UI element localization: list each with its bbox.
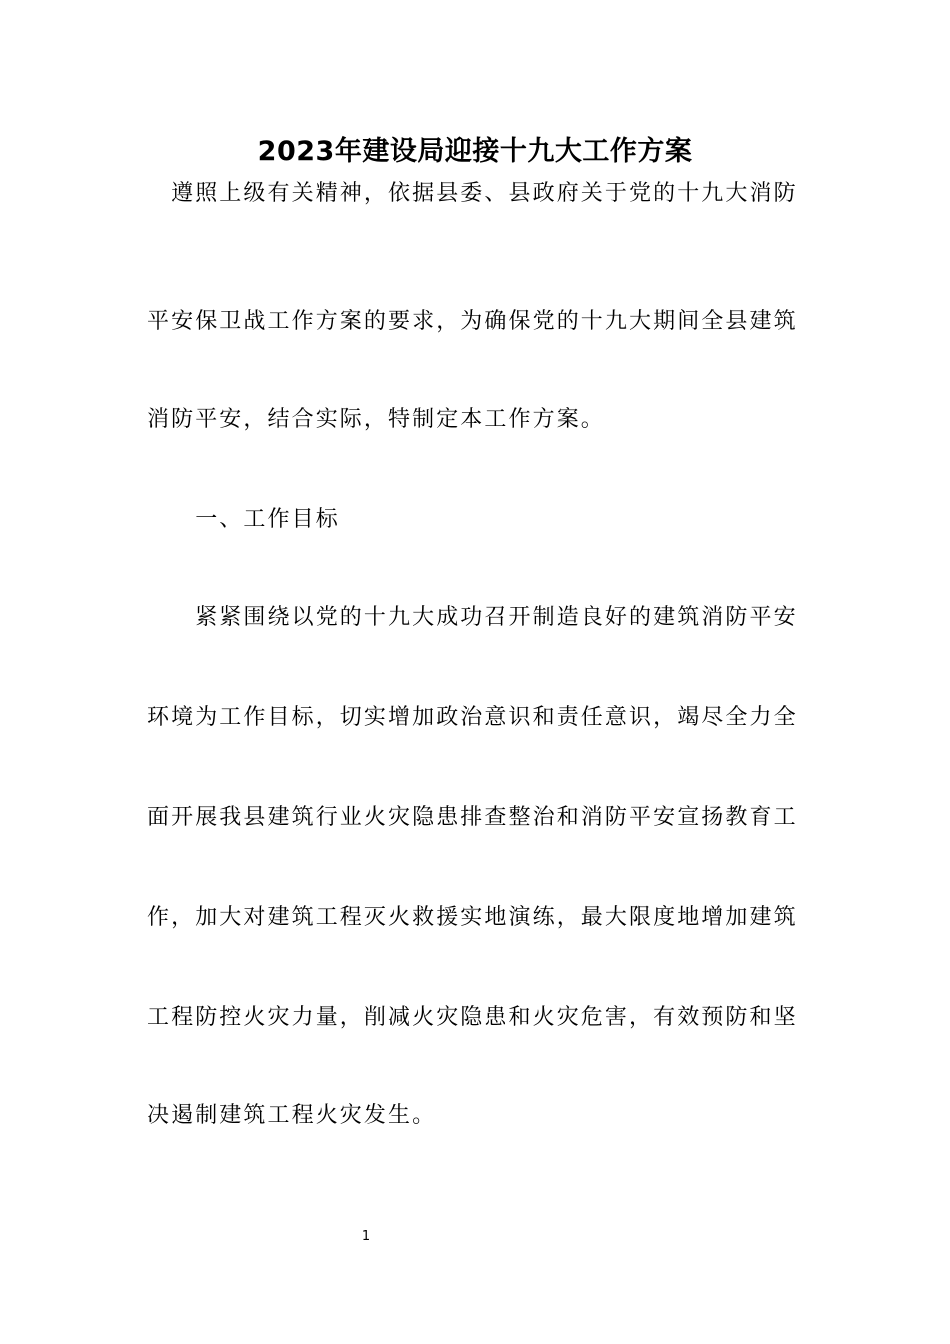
body-line-7: 面开展我县建筑行业火灾隐患排查整治和消防平安宣扬教育工 (147, 805, 798, 830)
body-line-8: 作，加大对建筑工程灭火救援实地演练，最大限度地增加建筑 (147, 905, 798, 930)
body-line-3: 消防平安，结合实际，特制定本工作方案。 (147, 407, 605, 432)
body-line-1: 遵照上级有关精神，依据县委、县政府关于党的十九大消防 (147, 181, 798, 206)
page-number: 1 (361, 1229, 371, 1244)
document-title: 2023年建设局迎接十九大工作方案 (257, 136, 693, 167)
body-line-9: 工程防控火灾力量，削减火灾隐患和火灾危害，有效预防和坚 (147, 1005, 798, 1030)
body-line-10: 决遏制建筑工程火灾发生。 (147, 1103, 437, 1128)
section-heading-1: 一、工作目标 (147, 507, 340, 532)
body-line-5: 紧紧围绕以党的十九大成功召开制造良好的建筑消防平安 (147, 605, 798, 630)
body-line-6: 环境为工作目标，切实增加政治意识和责任意识，竭尽全力全 (147, 705, 798, 730)
body-line-2: 平安保卫战工作方案的要求，为确保党的十九大期间全县建筑 (147, 309, 798, 334)
